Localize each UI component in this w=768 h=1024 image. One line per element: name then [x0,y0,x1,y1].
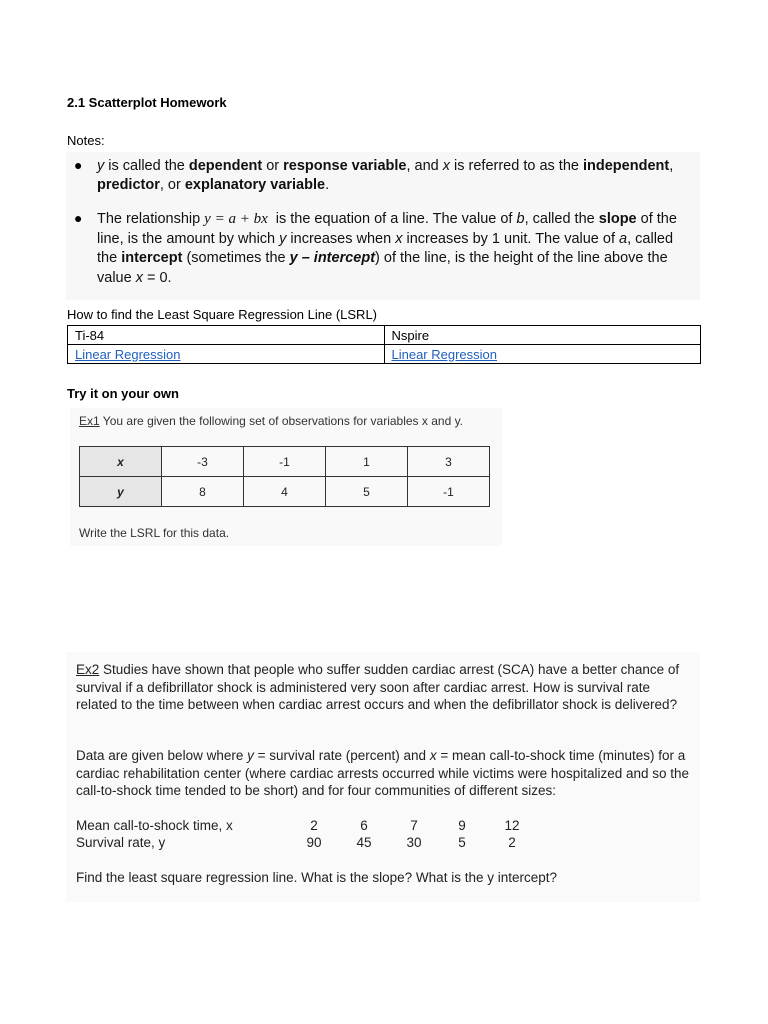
table-cell: 5 [326,477,408,507]
table-cell: -3 [162,447,244,477]
table-row [80,447,490,477]
table-cell: 3 [408,447,490,477]
line-equation: y = a + bx [204,211,268,227]
try-heading: Try it on your own [67,386,179,401]
table-cell: -1 [244,447,326,477]
notes-label: Notes: [67,133,105,148]
data-value: 7 [410,818,418,833]
data-value: 2 [508,835,516,850]
data-value: 90 [306,835,322,850]
notes-box [66,152,700,300]
data-value: 30 [406,835,422,850]
page-title: 2.1 Scatterplot Homework [67,95,227,110]
bullet-icon: ● [74,157,83,173]
data-value: 45 [356,835,372,850]
data-value: 12 [504,818,520,833]
nspire-linear-regression-link[interactable]: Linear Regression [391,346,498,362]
ex1-question: Write the LSRL for this data. [79,526,230,540]
ex2-paragraph-1: Ex2 Studies have shown that people who suffer sudden cardiac arrest (SCA) have a better chance of survival if a defibrillator shock is administered very soon after cardiac arrest. How is survival rate related to the time between when cardiac arrest occurs and when the defibrillator shock is delivered? [76,662,680,712]
nspire-header: Nspire [384,326,701,345]
ex1-intro: Ex1 You are given the following set of observations for variables x and y. [79,414,464,428]
table-row [80,477,490,507]
data-value: 2 [310,818,318,833]
table-cell: 8 [162,477,244,507]
ex2-paragraph-2: Data are given below where y = survival rate (percent) and x = mean call-to-shock time (minutes) for a cardiac rehabilitation center (where cardiac arrests occurred while victims were hospitalized and so the call-to-shock time tended to be short) and for four communities of different sizes: [76,748,690,798]
table-cell: 1 [326,447,408,477]
calculator-table [67,325,701,364]
ti84-header: Ti-84 [68,326,385,345]
ex2-question: Find the least square regression line. What is the slope? What is the y intercept? [76,870,557,885]
ti84-linear-regression-link[interactable]: Linear Regression [75,346,181,362]
bullet-icon: ● [74,210,83,226]
y-row-label: Survival rate, y [76,835,166,850]
table-cell: 4 [244,477,326,507]
ex2-box [66,652,700,902]
note-bullet-1: y is called the dependent or response variable, and x is referred to as the independent, predictor, or explanatory variable. [97,158,674,193]
ex1-box [70,408,502,546]
x-row-label: Mean call-to-shock time, x [76,818,233,833]
note-bullet-2: The relationship y = a + bx is the equation of a line. The value of b, called the slope of the line, is the amount by which y increases when x increases by 1 unit. The value of a, called the intercept (sometimes the y – intercept) of the line, is the height of the line above the value x = 0. [97,211,677,286]
x-header: x [80,447,162,477]
data-value: 5 [458,835,466,850]
table-cell: -1 [408,477,490,507]
ex1-data-table [79,446,490,507]
data-value: 9 [458,818,466,833]
y-header: y [80,477,162,507]
data-value: 6 [360,818,368,833]
lsrl-heading: How to find the Least Square Regression Line (LSRL) [67,307,378,322]
